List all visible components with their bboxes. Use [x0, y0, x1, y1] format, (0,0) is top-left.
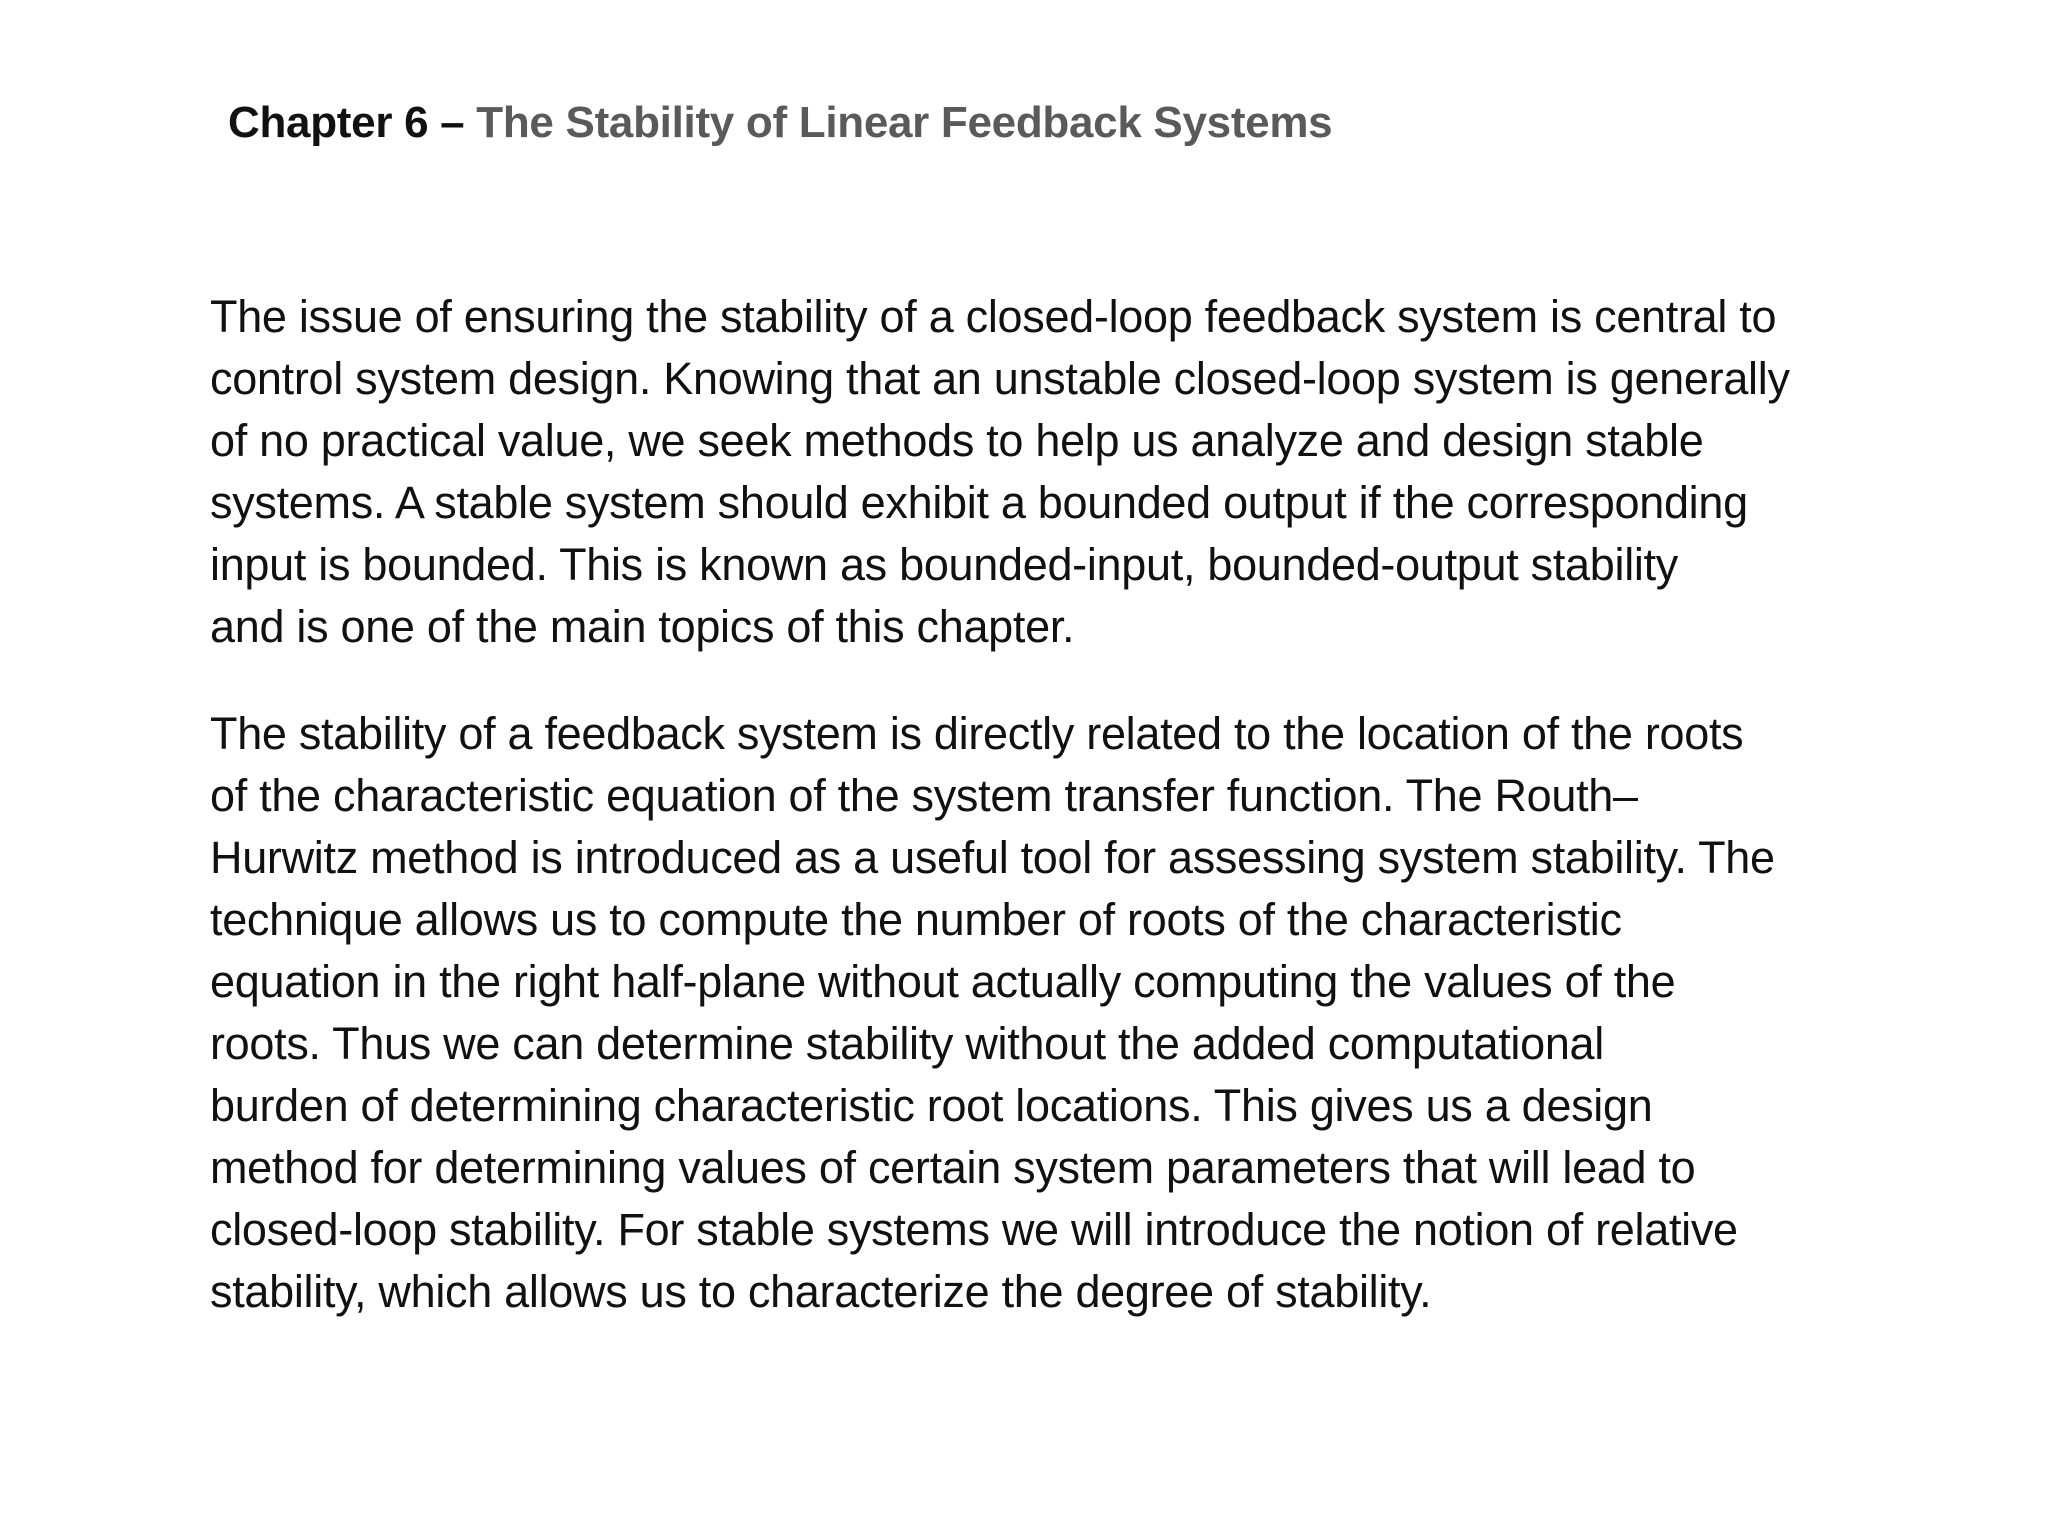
- text-line: roots. Thus we can determine stability without the added computational: [210, 1018, 1604, 1069]
- text-line: of no practical value, we seek methods to help us analyze and design stable: [210, 415, 1704, 466]
- body-text: [210, 286, 1890, 1368]
- text-line: Hurwitz method is introduced as a useful tool for assessing system stability. The: [210, 832, 1775, 883]
- text-line: closed-loop stability. For stable systems we will introduce the notion of relative: [210, 1204, 1738, 1255]
- text-line: input is bounded. This is known as bounded-input, bounded-output stability: [210, 539, 1678, 590]
- chapter-number: Chapter 6 –: [228, 98, 465, 147]
- chapter-name: The Stability of Linear Feedback Systems: [476, 98, 1333, 147]
- text-line: equation in the right half-plane without actually computing the values of the: [210, 956, 1676, 1007]
- text-line: control system design. Knowing that an unstable closed-loop system is generally: [210, 353, 1790, 404]
- text-line: technique allows us to compute the number of roots of the characteristic: [210, 894, 1622, 945]
- text-line: The issue of ensuring the stability of a closed-loop feedback system is central to: [210, 291, 1777, 342]
- text-line: of the characteristic equation of the system transfer function. The Routh–: [210, 770, 1638, 821]
- text-line: and is one of the main topics of this chapter.: [210, 601, 1075, 652]
- text-line: method for determining values of certain system parameters that will lead to: [210, 1142, 1696, 1193]
- chapter-title: [228, 98, 1332, 148]
- text-line: burden of determining characteristic root locations. This gives us a design: [210, 1080, 1653, 1131]
- text-line: The stability of a feedback system is directly related to the location of the roots: [210, 708, 1744, 759]
- paragraph-1: [210, 286, 1890, 658]
- text-line: stability, which allows us to characterize the degree of stability.: [210, 1266, 1432, 1317]
- text-line: systems. A stable system should exhibit a bounded output if the corresponding: [210, 477, 1748, 528]
- paragraph-2: [210, 703, 1890, 1323]
